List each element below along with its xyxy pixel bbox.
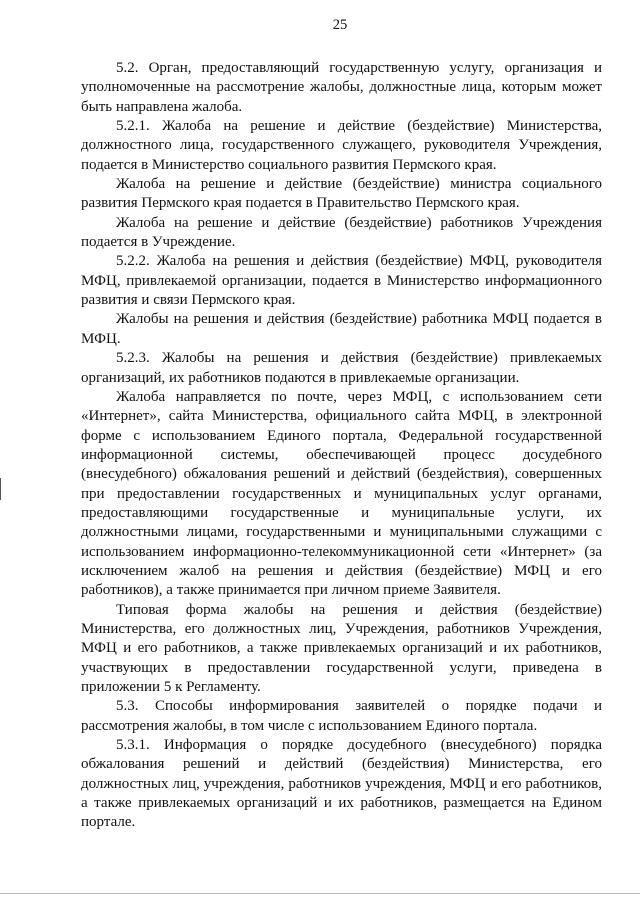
- paragraph-mfc-worker-complaint: Жалобы на решения и действия (бездействие) работника МФЦ подается в МФЦ.: [81, 311, 602, 347]
- paragraph-5-2-1: 5.2.1. Жалоба на решение и действие (бездействие) Министерства, должностного лица, государственного служащего, руководителя Учреждения, подается в Министерство социального развития Пермского края.: [81, 118, 602, 173]
- paragraph-submission-methods: Жалоба направляется по почте, через МФЦ, с использованием сети «Интернет», сайта Министерства, официального сайта МФЦ, в электронной форме с использованием Единого портала, Федеральной государственной информационной системы, обеспечивающей процесс досудебного (внесудебного) обжалования решений и действий (бездействия), совершенных при предоставлении государственных и муниципальных услуг органами, предоставляющими государственные и муниципальные услуги, их должностными лицами, государственными и муниципальными служащими с использованием информационно-телекоммуникационной сети «Интернет» (за исключением жалоб на решения и действия (бездействие) МФЦ и его работников), а также принимается при личном приеме Заявителя.: [81, 388, 602, 599]
- paragraph-5-2: 5.2. Орган, предоставляющий государственную услугу, организация и уполномоченные на рассмотрение жалобы, должностные лица, которым может быть направлена жалоба.: [81, 60, 602, 115]
- paragraph-5-3-1: 5.3.1. Информация о порядке досудебного (внесудебного) порядка обжалования решений и действий (бездействия) Министерства, его должностных лиц, учреждения, работников учреждения, МФЦ и его работников, а также привлекаемых организаций и их работников, размещается на Едином портале.: [81, 737, 602, 831]
- page-number: 25: [332, 17, 348, 33]
- paragraph-5-3: 5.3. Способы информирования заявителей о порядке подачи и рассмотрения жалобы, в том числе с использованием Единого портала.: [81, 698, 602, 734]
- paragraph-standard-form: Типовая форма жалобы на решения и действия (бездействие) Министерства, его должностных лиц, Учреждения, работников Учреждения, МФЦ и его работников, а также привлекаемых организаций и их работников, участвующих в предоставлении государственной услуги, приведена в приложении 5 к Регламенту.: [81, 601, 602, 695]
- paragraph-5-2-3: 5.2.3. Жалобы на решения и действия (бездействие) привлекаемых организаций, их работников подаются в привлекаемые организации.: [81, 350, 602, 386]
- paragraph-5-2-2: 5.2.2. Жалоба на решения и действия (бездействие) МФЦ, руководителя МФЦ, привлекаемой организации, подается в Министерство информационного развития и связи Пермского края.: [81, 253, 602, 309]
- paragraph-minister-complaint: Жалоба на решение и действие (бездействие) министра социального развития Пермского края подается в Правительство Пермского края.: [81, 176, 602, 212]
- document-body: [81, 59, 602, 833]
- scan-bottom-line: [0, 893, 640, 894]
- scan-edge-mark: [0, 478, 1, 500]
- paragraph-institution-complaint: Жалоба на решение и действие (бездействие) работников Учреждения подается в Учреждение.: [81, 214, 602, 251]
